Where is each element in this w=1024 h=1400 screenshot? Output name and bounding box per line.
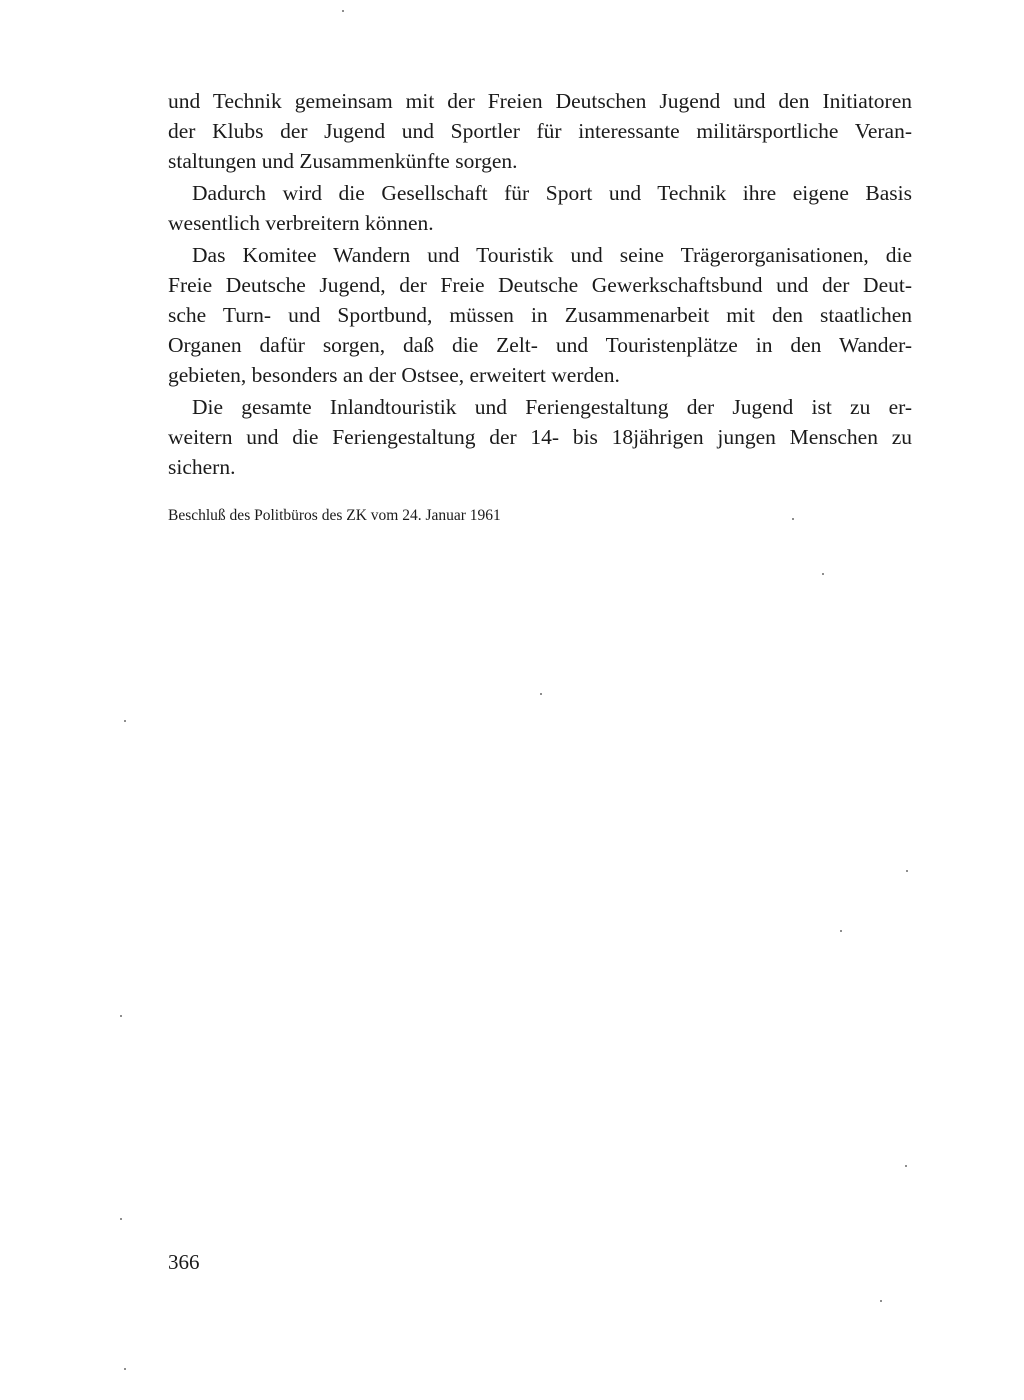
paragraph-line: Freie Deutsche Jugend, der Freie Deutsche Gewerkschaftsbund und der Deut-	[168, 273, 912, 297]
paragraph-line: der Klubs der Jugend und Sportler für interessante militärsportliche Veran-	[168, 119, 912, 143]
paragraph-line: und Technik gemeinsam mit der Freien Deutschen Jugend und den Initiatoren	[168, 89, 912, 113]
scan-speck	[880, 1300, 882, 1302]
scan-speck	[906, 870, 908, 872]
paragraph-line: wesentlich verbreitern können.	[168, 211, 434, 235]
paragraph-1	[168, 86, 912, 176]
paragraph-line: sche Turn- und Sportbund, müssen in Zusammenarbeit mit den staatlichen	[168, 303, 912, 327]
scan-speck	[342, 10, 344, 12]
page-number: 366	[168, 1250, 200, 1274]
paragraph-3	[168, 240, 912, 390]
scan-speck	[840, 930, 842, 932]
scan-speck	[540, 693, 542, 695]
scan-speck	[905, 1165, 907, 1167]
paragraph-line: Organen dafür sorgen, daß die Zelt- und Touristenplätze in den Wander-	[168, 333, 912, 357]
paragraph-line: Dadurch wird die Gesellschaft für Sport und Technik ihre eigene Basis	[192, 181, 912, 205]
scan-speck	[120, 1015, 122, 1017]
paragraph-line: Die gesamte Inlandtouristik und Feriengestaltung der Jugend ist zu er-	[192, 395, 912, 419]
source-note: Beschluß des Politbüros des ZK vom 24. Januar 1961	[168, 507, 501, 524]
scan-speck	[124, 720, 126, 722]
scan-speck	[120, 1218, 122, 1220]
paragraph-4	[168, 392, 912, 482]
paragraph-line: weitern und die Feriengestaltung der 14- bis 18jährigen jungen Menschen zu	[168, 425, 912, 449]
scan-speck	[792, 518, 794, 520]
paragraph-line: sichern.	[168, 455, 236, 479]
paragraph-line: staltungen und Zusammenkünfte sorgen.	[168, 149, 518, 173]
paragraph-line: Das Komitee Wandern und Touristik und seine Trägerorganisationen, die	[192, 243, 912, 267]
paragraph-line: gebieten, besonders an der Ostsee, erweitert werden.	[168, 363, 620, 387]
scan-speck	[124, 1368, 126, 1370]
body-text	[168, 86, 912, 482]
paragraph-2	[168, 178, 912, 238]
scan-speck	[822, 573, 824, 575]
